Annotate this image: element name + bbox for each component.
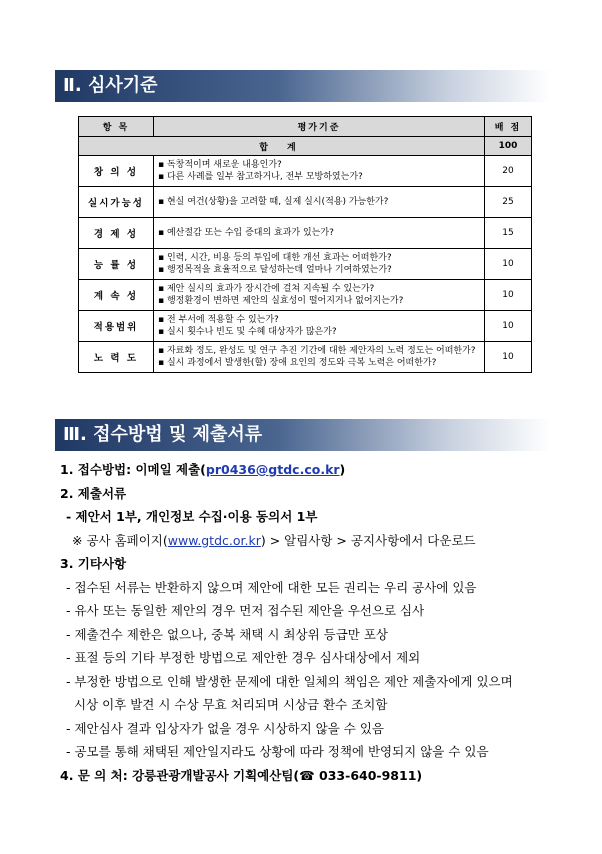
- notice-line: - 공모를 통해 채택된 제안일지라도 상황에 따라 정책에 반영되지 않을 수 있음: [66, 744, 489, 759]
- item2-sub: - 제안서 1부, 개인정보 수집·이용 동의서 1부: [66, 509, 318, 524]
- table-row: [79, 311, 532, 342]
- criteria-line: ▪ 행정목적을 효율적으로 달성하는데 얼마나 기여하였는가?: [158, 265, 392, 275]
- item2-note-post: ) > 알림사항 > 공지사항에서 다운로드: [260, 532, 476, 548]
- row-item: 계 속 성: [79, 280, 154, 311]
- criteria-line: ▪ 실시 과정에서 발생한(할) 장애 요인의 정도와 극복 노력은 어떠한가?: [158, 358, 437, 368]
- section3-body: [60, 458, 513, 787]
- row-item: 경 제 성: [79, 218, 154, 249]
- item3-label: 3. 기타사항: [60, 556, 127, 571]
- criteria-line: ▪ 실시 횟수나 빈도 및 수혜 대상자가 많은가?: [158, 327, 337, 337]
- header-criteria: 평가기준: [154, 117, 485, 137]
- item2-note-pre: ※ 공사 홈페이지(: [72, 532, 168, 548]
- notice-line: - 접수된 서류는 반환하지 않으며 제안에 대한 모든 권리는 우리 공사에 있음: [66, 579, 477, 595]
- criteria-line: ▪ 행정환경이 변하면 제안의 실효성이 떨어지거나 없어지는가?: [158, 296, 404, 306]
- row-score: 10: [485, 280, 532, 311]
- criteria-table: [78, 116, 532, 373]
- header-item: 항 목: [79, 117, 154, 137]
- section2-title: Ⅱ. 심사기준: [55, 70, 550, 102]
- row-item: 능 률 성: [79, 249, 154, 280]
- row-criteria: [154, 187, 485, 218]
- notice-line: - 표절 등의 기타 부정한 방법으로 제안한 경우 심사대상에서 제외: [66, 650, 421, 665]
- table-row: [79, 187, 532, 218]
- homepage-link[interactable]: www.gtdc.or.kr: [167, 532, 261, 548]
- criteria-line: ▪ 다른 사례를 일부 참고하거나, 전부 모방하였는가?: [158, 172, 363, 182]
- total-score: 100: [485, 137, 532, 156]
- table-row: [79, 280, 532, 311]
- row-score: 25: [485, 187, 532, 218]
- row-criteria: [154, 311, 485, 342]
- total-row: [79, 137, 532, 156]
- item2-label: 2. 제출서류: [60, 485, 127, 501]
- item1-close: ): [339, 462, 346, 477]
- table-row: [79, 249, 532, 280]
- item3-list: [60, 576, 513, 764]
- criteria-line: ▪ 자료화 정도, 완성도 및 연구 추진 기간에 대한 제안자의 노력 정도는 어떠한가?: [158, 346, 476, 356]
- item2-note: [60, 529, 513, 553]
- item4: 4. 문 의 처: 강릉관광개발공사 기획예산팀(☎ 033-640-9811): [60, 767, 423, 783]
- row-criteria: [154, 156, 485, 187]
- table-row: [79, 218, 532, 249]
- row-item: 적용범위: [79, 311, 154, 342]
- row-criteria: [154, 342, 485, 373]
- row-score: 10: [485, 342, 532, 373]
- row-criteria: [154, 218, 485, 249]
- item1: [60, 458, 513, 482]
- notice-line: - 제안심사 결과 입상자가 없을 경우 시상하지 않을 수 있음: [66, 720, 384, 736]
- item1-label: 1. 접수방법: 이메일 제출(: [60, 462, 206, 477]
- criteria-line: ▪ 현실 여건(상황)을 고려할 때, 실제 실시(적용) 가능한가?: [158, 197, 389, 207]
- row-item: 노 력 도: [79, 342, 154, 373]
- criteria-line: ▪ 전 부서에 적용할 수 있는가?: [158, 315, 279, 325]
- notice-line: 시상 이후 발견 시 수상 무효 처리되며 시상금 환수 조치함: [66, 697, 388, 712]
- row-criteria: [154, 249, 485, 280]
- row-score: 10: [485, 249, 532, 280]
- total-label: 합 계: [79, 137, 485, 156]
- row-score: 10: [485, 311, 532, 342]
- table-row: [79, 156, 532, 187]
- criteria-line: ▪ 예산절감 또는 수입 증대의 효과가 있는가?: [158, 228, 334, 238]
- notice-line: - 제출건수 제한은 없으나, 중복 채택 시 최상위 등급만 포상: [66, 626, 388, 642]
- row-criteria: [154, 280, 485, 311]
- criteria-line: ▪ 인력, 시간, 비용 등의 투입에 대한 개선 효과는 어떠한가?: [158, 253, 392, 263]
- criteria-line: ▪ 제안 실시의 효과가 장시간에 걸쳐 지속될 수 있는가?: [158, 284, 375, 294]
- header-score: 배 점: [485, 117, 532, 137]
- notice-line: - 유사 또는 동일한 제안의 경우 먼저 접수된 제안을 우선으로 심사: [66, 603, 425, 618]
- notice-line: - 부정한 방법으로 인해 발생한 문제에 대한 일체의 책임은 제안 제출자에게 있으며: [66, 673, 513, 689]
- table-row: [79, 342, 532, 373]
- row-score: 20: [485, 156, 532, 187]
- row-score: 15: [485, 218, 532, 249]
- row-item: 창 의 성: [79, 156, 154, 187]
- row-item: 실시가능성: [79, 187, 154, 218]
- criteria-line: ▪ 독창적이며 새로운 내용인가?: [158, 160, 282, 170]
- section3-title: Ⅲ. 접수방법 및 제출서류: [55, 419, 550, 451]
- email-link[interactable]: pr0436@gtdc.co.kr: [205, 462, 340, 477]
